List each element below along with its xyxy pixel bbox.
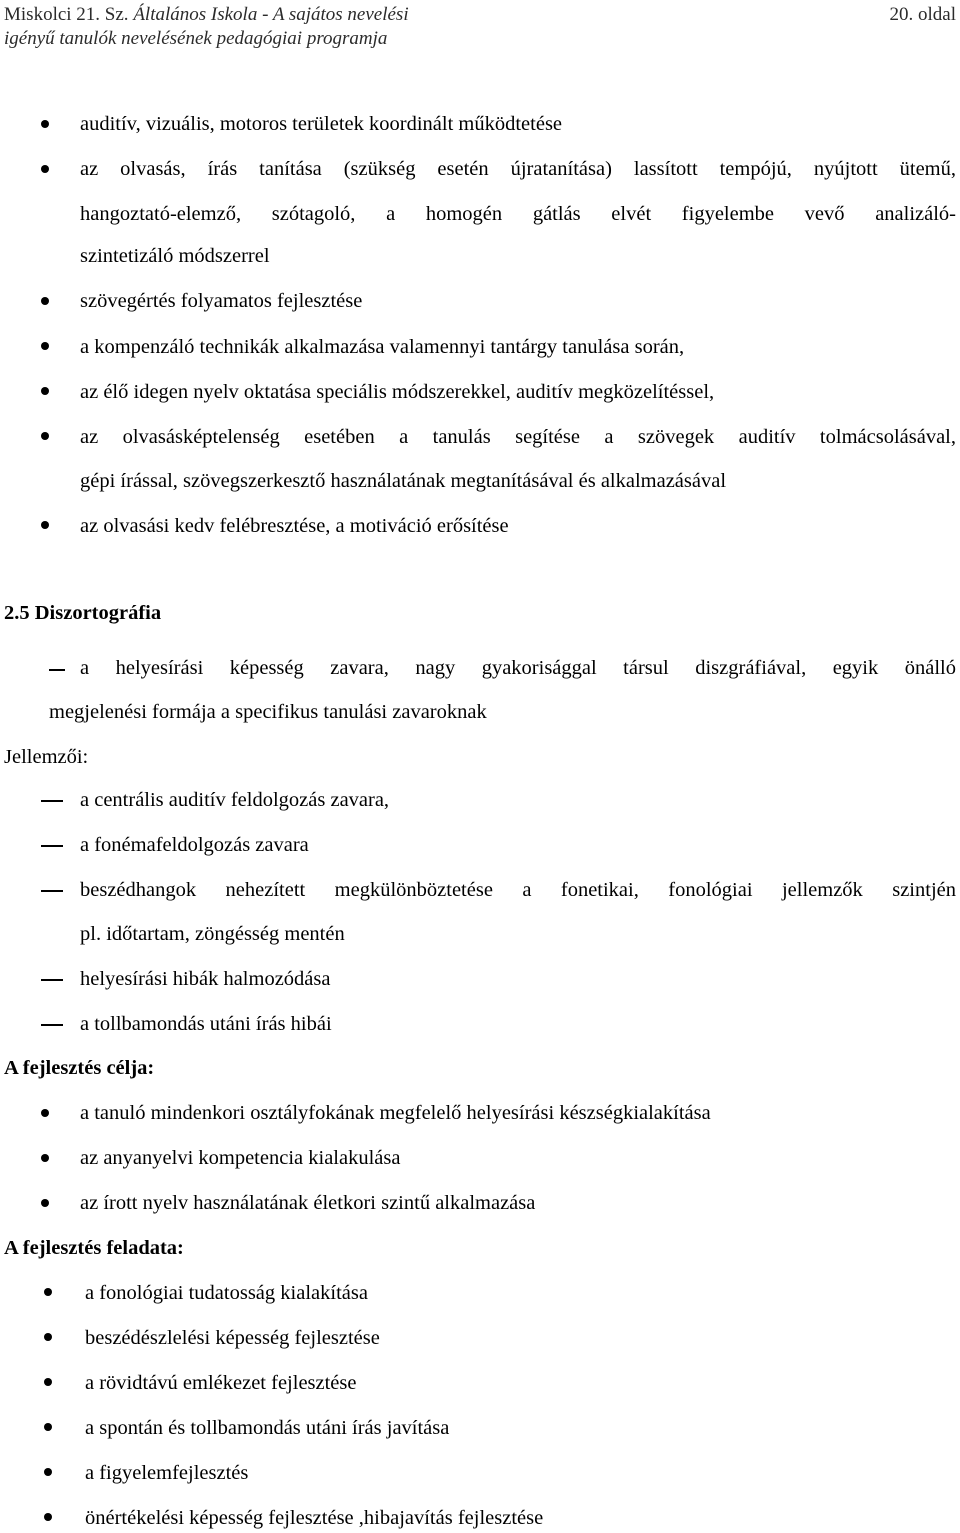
- list-item-continuation: gépi írással, szövegszerkesztő használatának megtanításával és alkalmazásával: [80, 470, 727, 492]
- list-item: az élő idegen nyelv oktatása speciális módszerekkel, auditív megközelítéssel,: [80, 381, 715, 403]
- bullet-icon: [41, 1154, 49, 1162]
- bullet-icon: [41, 521, 49, 529]
- feladata-heading: A fejlesztés feladata:: [4, 1237, 184, 1259]
- jellemzoi-heading: Jellemzői:: [4, 746, 89, 768]
- list-item: az olvasási kedv felébresztése, a motiváció erősítése: [80, 515, 509, 537]
- page-number: 20. oldal: [889, 4, 956, 25]
- list-item: helyesírási hibák halmozódása: [80, 968, 331, 990]
- list-item: a fonémafeldolgozás zavara: [80, 834, 309, 856]
- list-item: a tanuló mindenkori osztályfokának megfelelő helyesírási készségkialakítása: [80, 1102, 711, 1124]
- list-item: az anyanyelvi kompetencia kialakulása: [80, 1147, 401, 1169]
- dash-icon: [41, 890, 63, 892]
- section-title: 2.5 Diszortográfia: [4, 602, 162, 624]
- header-subtitle: igényű tanulók nevelésének pedagógiai programja: [4, 28, 388, 49]
- list-item: a spontán és tollbamondás utáni írás javítása: [85, 1417, 450, 1439]
- bullet-icon: [44, 1288, 52, 1296]
- bullet-icon: [44, 1513, 52, 1521]
- dash-icon: [41, 1024, 63, 1026]
- list-item-continuation: hangoztató-elemző, szótagoló, a homogén gátlás elvét figyelembe vevő analizáló-: [80, 203, 956, 225]
- celja-heading: A fejlesztés célja:: [4, 1057, 155, 1079]
- bullet-icon: [41, 297, 49, 305]
- list-item: a centrális auditív feldolgozás zavara,: [80, 789, 390, 811]
- list-item: beszédhangok nehezített megkülönböztetése a fonetikai, fonológiai jellemzők szintjén: [80, 879, 956, 901]
- list-item: beszédészlelési képesség fejlesztése: [85, 1327, 380, 1349]
- list-item: a tollbamondás utáni írás hibái: [80, 1013, 332, 1035]
- header-school-line: [4, 4, 409, 26]
- header-school-prefix: Miskolci 21. Sz.: [4, 4, 129, 25]
- list-item: a kompenzáló technikák alkalmazása valamennyi tantárgy tanulása során,: [80, 336, 685, 358]
- bullet-icon: [41, 165, 49, 173]
- definition-line: megjelenési formája a specifikus tanulási zavaroknak: [49, 701, 487, 723]
- list-item: az írott nyelv használatának életkori szintű alkalmazása: [80, 1192, 536, 1214]
- bullet-icon: [41, 432, 49, 440]
- list-item-continuation: pl. időtartam, zöngésség mentén: [80, 923, 345, 945]
- list-item: a figyelemfejlesztés: [85, 1462, 249, 1484]
- bullet-icon: [41, 1109, 49, 1117]
- definition-line: a helyesírási képesség zavara, nagy gyakorisággal társul diszgráfiával, egyik önálló: [80, 657, 956, 679]
- dash-icon: [41, 845, 63, 847]
- list-item: önértékelési képesség fejlesztése ,hibajavítás fejlesztése: [85, 1507, 544, 1529]
- bullet-icon: [44, 1423, 52, 1431]
- bullet-icon: [41, 120, 49, 128]
- bullet-icon: [41, 387, 49, 395]
- dash-icon: [41, 979, 63, 981]
- bullet-icon: [44, 1333, 52, 1341]
- bullet-icon: [44, 1378, 52, 1386]
- bullet-icon: [41, 342, 49, 350]
- dash-icon: [41, 800, 63, 802]
- list-item: az olvasás, írás tanítása (szükség esetén újratanítása) lassított tempójú, nyújtott ütemű,: [80, 158, 956, 180]
- dash-icon: [49, 669, 65, 671]
- bullet-icon: [44, 1468, 52, 1476]
- list-item-continuation: szintetizáló módszerrel: [80, 245, 270, 267]
- bullet-icon: [41, 1199, 49, 1207]
- page-header: [0, 0, 960, 60]
- header-school-rest: Általános Iskola - A sajátos nevelési: [128, 4, 409, 25]
- list-item: szövegértés folyamatos fejlesztése: [80, 290, 363, 312]
- list-item: auditív, vizuális, motoros területek koordinált működtetése: [80, 113, 563, 135]
- list-item: a rövidtávú emlékezet fejlesztése: [85, 1372, 357, 1394]
- list-item: az olvasásképtelenség esetében a tanulás segítése a szövegek auditív tolmácsolásával,: [80, 426, 956, 448]
- list-item: a fonológiai tudatosság kialakítása: [85, 1282, 368, 1304]
